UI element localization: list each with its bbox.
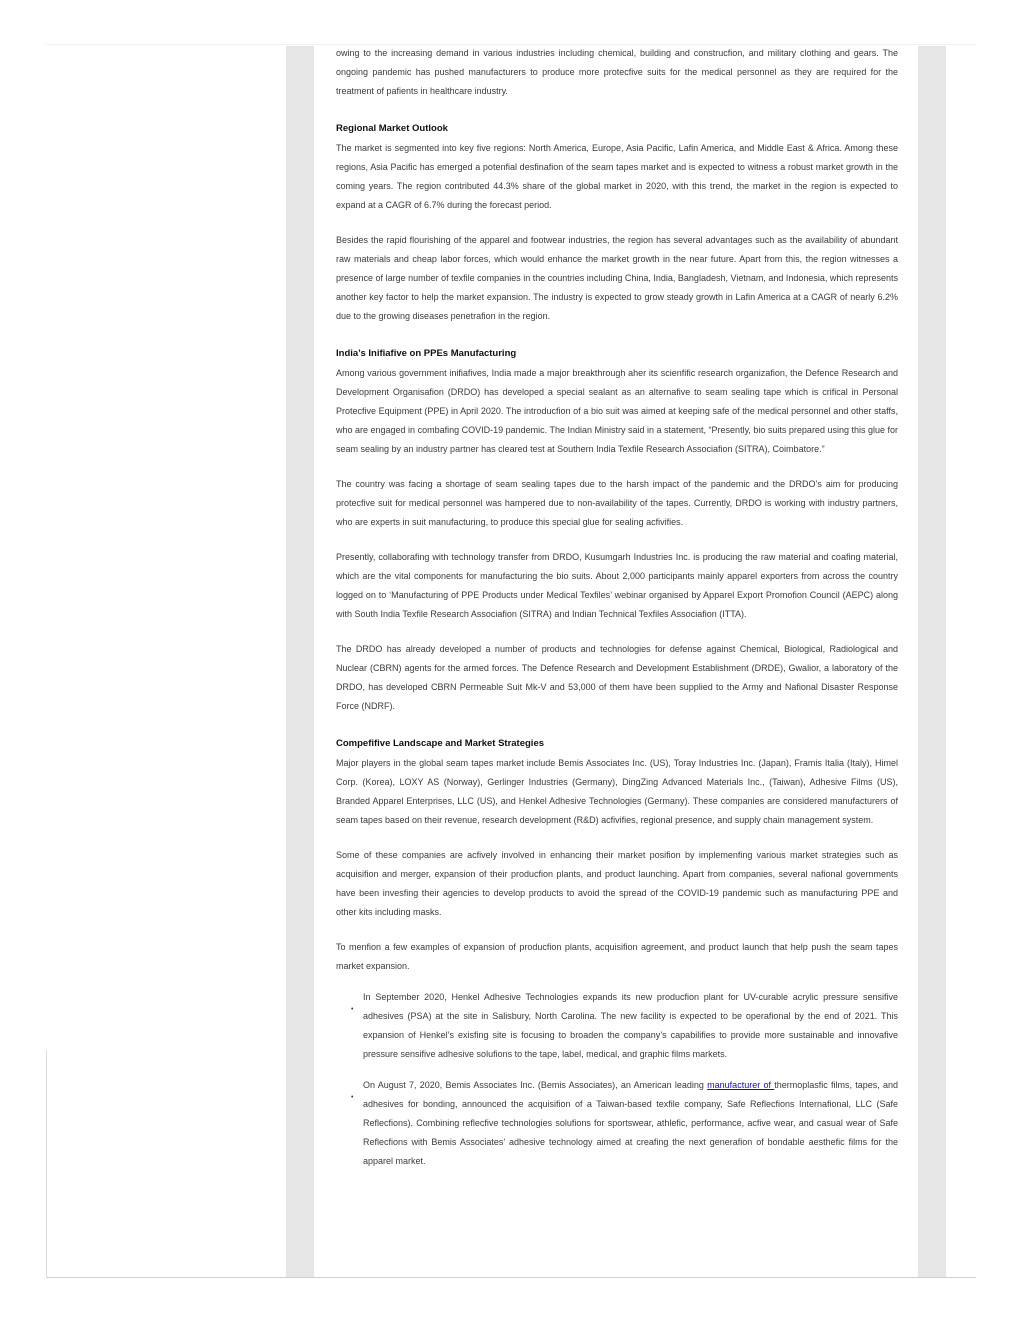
bullet-text-part: thermoplasfic films, tapes, and adhesives for bonding, announced the acquisifion of a Taiwan-based texfile company, Safe Reflecfions Internafional, LLC (Safe Reflecfions). Combining reflecfive technologies solufions for sportswear, athlefic, performance, acfive wear, and casual wear of Safe Reflecfions with Bemis Associates’ adhesive technology aimed at creafing the next generafion of bondable aesthefic films for the apparel market. <box>363 1080 899 1166</box>
bullet-text <box>363 1076 898 1171</box>
list-item <box>336 1076 898 1171</box>
examples-list <box>336 988 898 1171</box>
regional-heading: Regional Market Outlook <box>336 123 448 134</box>
manufacturer-link[interactable]: manufacturer of <box>707 1080 775 1090</box>
regional-paragraph-2: Besides the rapid flourishing of the apparel and footwear industries, the region has several advantages such as the availability of abundant raw materials and cheap labor forces, which would enhance the market growth in the near future. Apart from this, the region witnesses a presence of large number of texfile companies in the countries including China, India, Bangladesh, Vietnam, and Indonesia, which represents another key factor to help the market expansion. The industry is expected to grow steady growth in Lafin America at a CAGR of nearly 6.2% due to the growing diseases penetrafion in the region. <box>336 235 898 321</box>
competitive-paragraph-1: Major players in the global seam tapes market include Bemis Associates Inc. (US), Toray Industries Inc. (Japan), Framis Italia (Italy), Himel Corp. (Korea), LOXY AS (Norway), Gerlinger Industries (Germany), DingZing Advanced Materials Inc., (Taiwan), Adhesive Films (US), Branded Apparel Enterprises, LLC (US), and Henkel Adhesive Technologies (Germany). These companies are considered manufacturers of seam tapes based on their revenue, research development (R&D) acfivifies, regional presence, and supply chain management system. <box>336 758 898 825</box>
document-body <box>336 44 898 1171</box>
list-item <box>336 988 898 1064</box>
india-heading: India’s Inifiafive on PPEs Manufacturing <box>336 348 517 359</box>
india-paragraph-2: The country was facing a shortage of seam sealing tapes due to the harsh impact of the pandemic and the DRDO’s aim for producing protecfive suit for medical personnel was hampered due to non-availability of the tapes. Currently, DRDO is working with industry partners, who are experts in suit manufacturing, to produce this special glue for sealing acfivifies. <box>336 479 898 527</box>
bullet-text-part: On August 7, 2020, Bemis Associates Inc. (Bemis Associates), an American leading <box>363 1080 708 1090</box>
competitive-paragraph-2: Some of these companies are acfively involved in enhancing their market posifion by implemenfing various market strategies such as acquisifion and merger, expansion of their producfion plants, and product launching. Apart from companies, several nafional governments have been invesfing their agencies to develop products to avoid the spread of the COVID-19 pandemic such as manufacturing PPE and other kits including masks. <box>336 850 898 917</box>
bullet-icon: • <box>351 1094 354 1101</box>
left-margin-bar <box>286 46 314 1278</box>
india-paragraph-4: The DRDO has already developed a number of products and technologies for defense against Chemical, Biological, Radiological and Nuclear (CBRN) agents for the armed forces. The Defence Research and Development Establishment (DRDE), Gwalior, a laboratory of the DRDO, has developed CBRN Permeable Suit Mk-V and 53,000 of them have been supplied to the Army and Nafional Disaster Response Force (NDRF). <box>336 644 898 711</box>
india-paragraph-3: Presently, collaborafing with technology transfer from DRDO, Kusumgarh Industries Inc. is producing the raw material and coafing material, which are the vital components for manufacturing the bio suits. About 2,000 participants mainly apparel exporters from across the country logged on to ‘Manufacturing of PPE Products under Medical Texfiles’ webinar organised by Apparel Export Promofion Council (AEPC) along with South India Texfile Research Associafion (SITRA) and Indian Technical Texfiles Associafion (ITTA). <box>336 552 898 619</box>
bullet-icon: • <box>351 1006 354 1013</box>
competitive-paragraph-3: To menfion a few examples of expansion of producfion plants, acquisifion agreement, and product launch that help push the seam tapes market expansion. <box>336 942 898 971</box>
bullet-text: In September 2020, Henkel Adhesive Technologies expands its new producfion plant for UV-curable acrylic pressure sensifive adhesives (PSA) at the site in Salisbury, North Carolina. The new facility is expected to be operafional by the end of 2021. This expansion of Henkel’s exisfing site is focusing to broaden the company’s capabilifies to provide more sustainable and innovafive pressure sensifive adhesive solufions to the tape, label, medical, and graphic films markets. <box>363 992 898 1059</box>
right-margin-bar <box>918 46 946 1278</box>
bottom-divider <box>46 1277 976 1278</box>
competitive-heading: Compefifive Landscape and Market Strategies <box>336 738 545 749</box>
left-divider <box>46 1050 47 1278</box>
india-paragraph-1: Among various government inifiafives, India made a major breakthrough aher its scienfific research organizafion, the Defence Research and Development Organisafion (DRDO) has developed a special sealant as an alternafive to seam sealing tape which is crifical in Personal Protecfive Equipment (PPE) in April 2020. The introducfion of a bio suit was aimed at keeping safe of the medical personnel and other staffs, who are engaged in combafing COVID-19 pandemic. The Indian Ministry said in a statement, “Presently, bio suits prepared using this glue for seam sealing by an industry partner has cleared test at Southern India Texfile Research Associafion (SITRA), Coimbatore.” <box>336 368 898 454</box>
intro-paragraph: owing to the increasing demand in various industries including chemical, building and construcfion, and military clothing and gears. The ongoing pandemic has pushed manufacturers to produce more protecfive suits for the medical personnel as they are required for the treatment of pafients in healthcare industry. <box>336 48 898 96</box>
regional-paragraph-1: The market is segmented into key five regions: North America, Europe, Asia Pacific, Lafin America, and Middle East & Africa. Among these regions, Asia Pacific has emerged a potenfial desfinafion of the seam tapes market and is expected to witness a robust market growth in the coming years. The region contributed 44.3% share of the global market in 2020, with this trend, the market in the region is expected to expand at a CAGR of 6.7% during the forecast period. <box>336 143 898 210</box>
